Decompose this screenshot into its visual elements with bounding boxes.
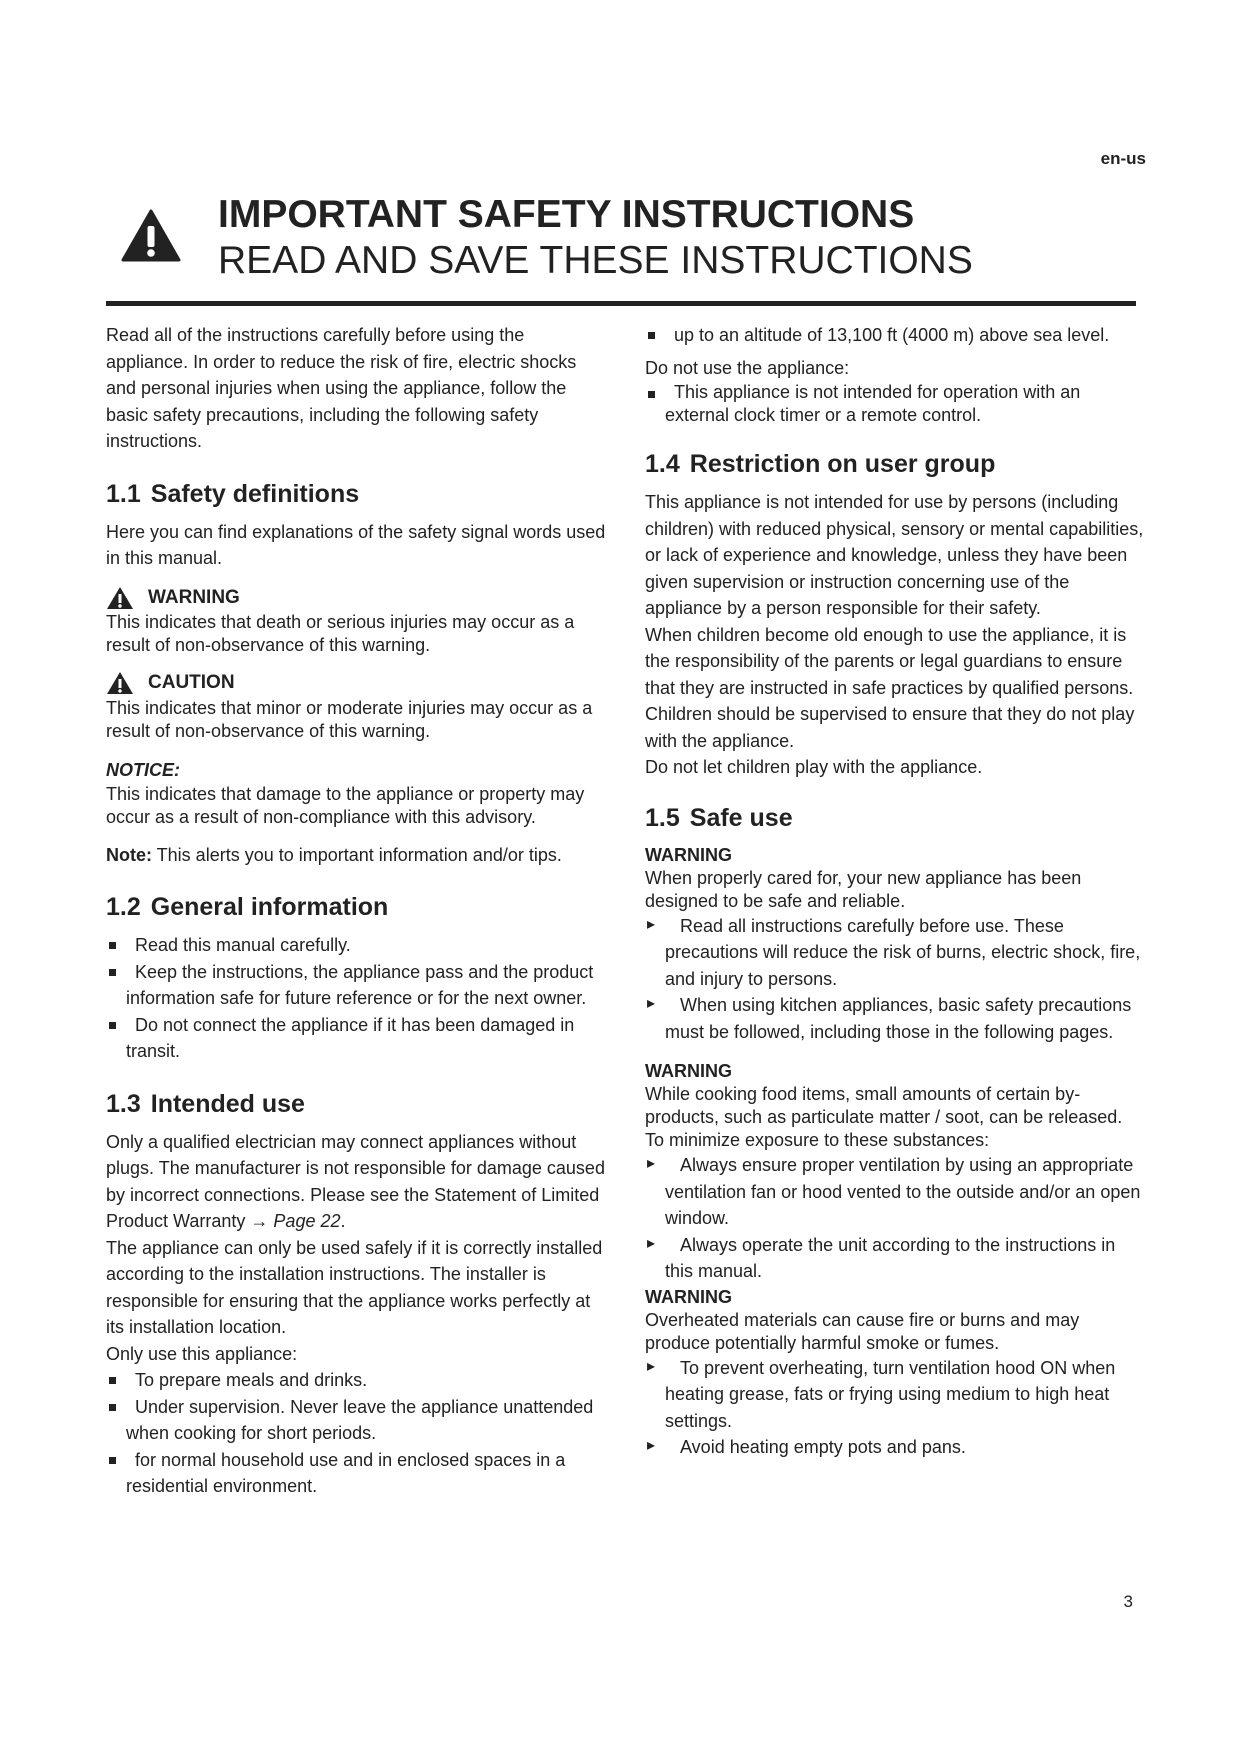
header-divider xyxy=(106,301,1136,306)
warning-text: This indicates that death or serious injuries may occur as a result of non-observance of this warning. xyxy=(106,612,575,655)
note-line xyxy=(106,842,606,869)
caution-text: This indicates that minor or moderate injuries may occur as a result of non-observance of this warning. xyxy=(106,697,593,741)
page-subtitle: READ AND SAVE THESE INSTRUCTIONS xyxy=(218,239,973,282)
list-item: for normal household use and in enclosed spaces in a residential environment. xyxy=(106,1447,606,1500)
section-1-5-heading xyxy=(645,801,1145,835)
section-1-2-heading xyxy=(106,890,606,924)
list-item: up to an altitude of 13,100 ft (4000 m) above sea level. xyxy=(645,322,1145,349)
warning-icon xyxy=(106,586,134,610)
list-item: ▸ Always operate the unit according to the instructions in this manual. xyxy=(645,1232,1145,1285)
left-column xyxy=(106,322,606,1500)
page-title: IMPORTANT SAFETY INSTRUCTIONS xyxy=(218,193,915,236)
only-use-text: Only use this appliance: xyxy=(106,1343,298,1364)
section-1-1-heading xyxy=(106,477,606,511)
list-item: Do not connect the appliance if it has been damaged in transit. xyxy=(106,1012,606,1065)
intended-use-text: Only a qualified electrician may connect appliances without plugs. The manufacturer is not responsible for damage caused by incorrect connections. Please see the Statement of Limited Product Warranty → Page 22. xyxy=(106,1131,605,1231)
safety-definitions-text: Here you can find explanations of the safety signal words used in this manual. xyxy=(106,521,606,568)
intro-text: Read all of the instructions carefully before using the appliance. In order to reduce the risk of fire, electric shocks and personal injuries when using the appliance, follow the basic safety precautions, including the following safety instructions. xyxy=(106,325,577,451)
restriction-text-4: Do not let children play with the appliance. xyxy=(645,757,983,777)
section-number: 1.2 xyxy=(106,893,141,921)
section-title: Safe use xyxy=(689,803,793,832)
page-reference-link[interactable]: Page 22 xyxy=(273,1211,341,1231)
right-column xyxy=(645,322,1145,1461)
section-number: 1.1 xyxy=(106,479,141,508)
caution-signal xyxy=(106,670,606,697)
note-label: Note: xyxy=(106,844,152,865)
warning-3-list xyxy=(645,1355,1145,1461)
warning-label: WARNING xyxy=(148,586,240,608)
list-item: This appliance is not intended for operation with an external clock timer or a remote control. xyxy=(645,381,1145,427)
warning-2-list xyxy=(645,1152,1145,1285)
altitude-list xyxy=(645,322,1145,349)
section-title: Safety definitions xyxy=(150,479,360,508)
section-1-4-heading xyxy=(645,447,1145,481)
section-1-3-heading xyxy=(106,1087,606,1121)
warning-label: WARNING xyxy=(645,1061,732,1081)
section-number: 1.4 xyxy=(645,450,680,478)
notice-label: NOTICE: xyxy=(106,759,180,780)
restriction-text-3: Children should be supervised to ensure that they do not play with the appliance. xyxy=(645,704,1135,751)
notice-text: This indicates that damage to the appliance or property may occur as a result of non-compliance with this advisory. xyxy=(106,783,585,827)
caution-icon xyxy=(106,671,134,695)
warning-label: WARNING xyxy=(645,844,732,865)
installation-text: The appliance can only be used safely if it is correctly installed according to the installation instructions. The installer is responsible for ensuring that the appliance works perfectly at its installation location. xyxy=(106,1237,603,1337)
warning-triangle-icon xyxy=(121,209,181,263)
note-text: This alerts you to important information and/or tips. xyxy=(152,844,562,865)
section-number: 1.3 xyxy=(106,1089,141,1118)
list-item: ▸ Always ensure proper ventilation by using an appropriate ventilation fan or hood vented to the outside and/or an open window. xyxy=(645,1152,1145,1232)
warning-signal xyxy=(106,585,606,612)
locale-label: en-us xyxy=(1100,149,1146,168)
list-item: ▸ When using kitchen appliances, basic safety precautions must be followed, including those in the following pages. xyxy=(645,992,1145,1045)
section-title: General information xyxy=(150,893,389,921)
warning-label: WARNING xyxy=(645,1286,732,1307)
section-title: Restriction on user group xyxy=(689,450,996,478)
restriction-text-1: This appliance is not intended for use by persons (including children) with reduced physical, sensory or mental capabilities, or lack of experience and knowledge, unless they have been given supervision or instruction concerning use of the appliance by a person responsible for their safety. xyxy=(645,492,1144,618)
do-not-use-text: Do not use the appliance: xyxy=(645,357,850,378)
section-title: Intended use xyxy=(150,1089,305,1118)
list-item: ▸ Avoid heating empty pots and pans. xyxy=(645,1434,1145,1461)
list-item: ▸ To prevent overheating, turn ventilation hood ON when heating grease, fats or frying using medium to high heat settings. xyxy=(645,1355,1145,1435)
page-number: 3 xyxy=(1123,1592,1133,1611)
list-item: ▸ Read all instructions carefully before use. These precautions will reduce the risk of burns, electric shock, fire, and injury to persons. xyxy=(645,913,1145,993)
warning-text: When properly cared for, your new appliance has been designed to be safe and reliable. xyxy=(645,867,1082,911)
arrow-glyph: → xyxy=(250,1211,269,1231)
restriction-text-2: When children become old enough to use the appliance, it is the responsibility of the parents or legal guardians to ensure that they are instructed in safe practices by qualified persons. xyxy=(645,624,1134,698)
general-info-list xyxy=(106,932,606,1065)
list-item: Under supervision. Never leave the appliance unattended when cooking for short periods. xyxy=(106,1394,606,1447)
warning-text: Overheated materials can cause fire or burns and may produce potentially harmful smoke or fumes. xyxy=(645,1309,1080,1353)
intended-use-list xyxy=(106,1367,606,1500)
warning-1-list xyxy=(645,913,1145,1046)
list-item: Read this manual carefully. xyxy=(106,932,606,959)
list-item: To prepare meals and drinks. xyxy=(106,1367,606,1394)
timer-list xyxy=(645,381,1145,427)
warning-text: While cooking food items, small amounts of certain by-products, such as particulate matter / soot, can be released. To minimize exposure to these substances: xyxy=(645,1084,1123,1150)
caution-label: CAUTION xyxy=(148,672,235,693)
list-item: Keep the instructions, the appliance pass and the product information safe for future reference or for the next owner. xyxy=(106,959,606,1012)
section-number: 1.5 xyxy=(645,803,680,832)
